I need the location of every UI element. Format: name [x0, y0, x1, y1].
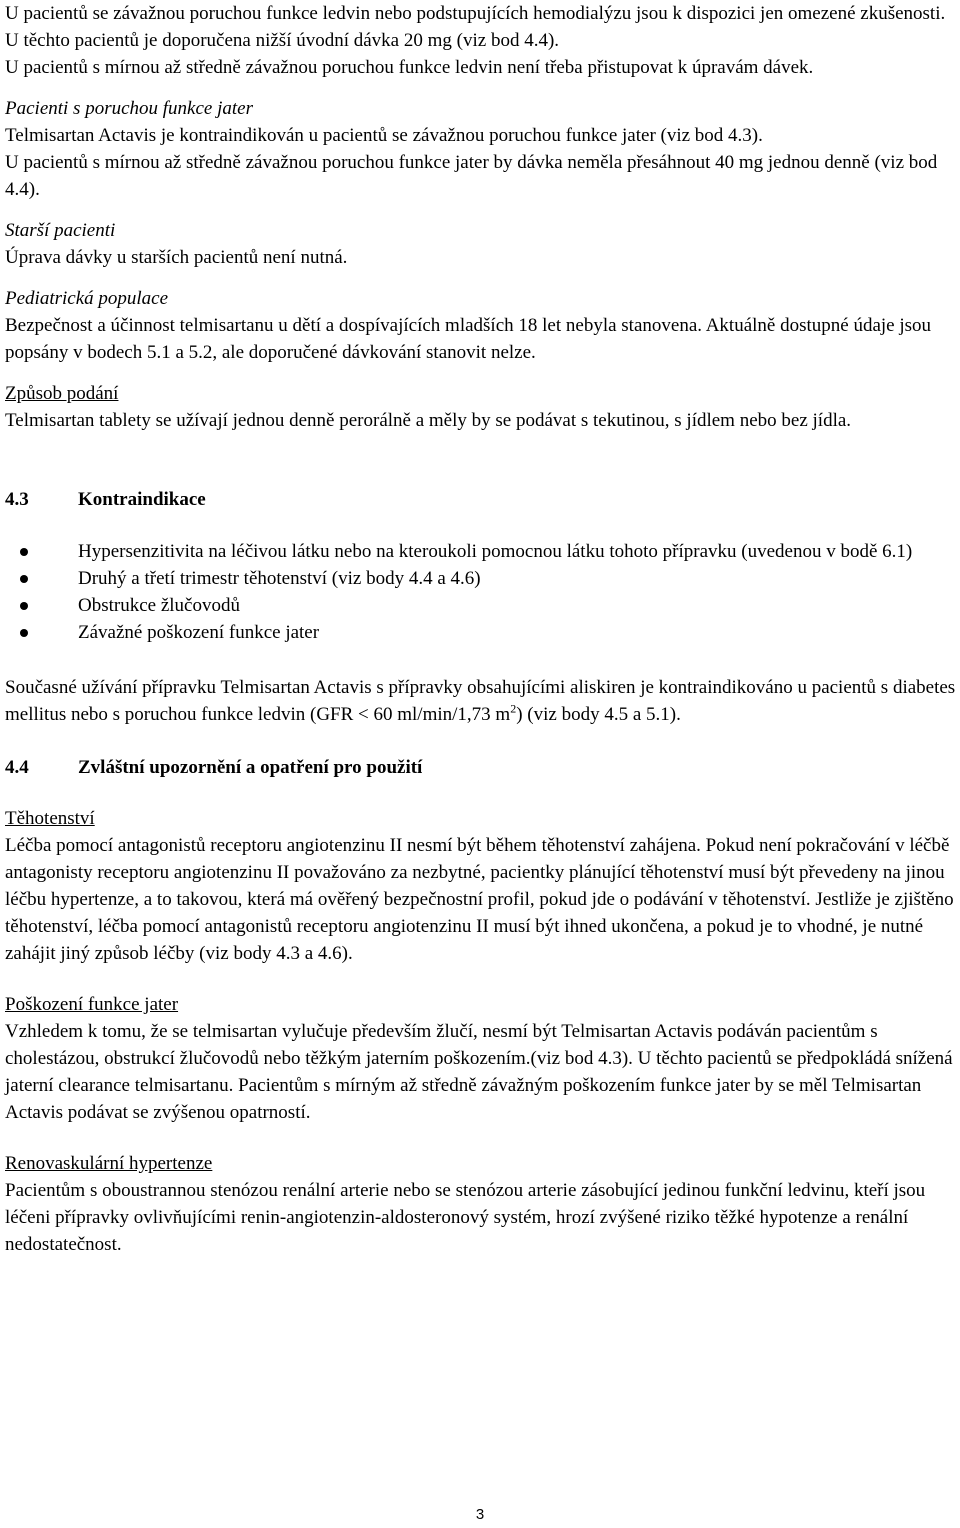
paragraph-renovascular: Pacientům s oboustrannou stenózou renální arterie nebo se stenózou arterie zásobující jedinou funkční ledvinu, kteří jsou léčeni přípravky ovlivňujícími renin-angiotenzin-aldosteronový systém, hrozí zvýšené riziko těžké hypotenze a renální nedostatečnost.	[5, 1180, 926, 1255]
paragraph-aliskiren	[5, 674, 957, 728]
contraindications-list	[5, 538, 957, 646]
subheading-pregnancy: Těhotenství	[5, 808, 95, 829]
list-item-text: Hypersenzitivita na léčivou látku nebo na kteroukoli pomocnou látku tohoto přípravku (uvedenou v bodě 6.1)	[78, 541, 913, 562]
bullet-icon	[20, 602, 28, 610]
paragraph-pregnancy: Léčba pomocí antagonistů receptoru angiotenzinu II nesmí být během těhotenství zahájena. Pokud není pokračování v léčbě antagonisty receptoru angiotenzinu II považováno za nezbytné, pacientky plánující těhotenství musí být převedeny na jinou léčbu hypertenze, a to takovou, která má ověřený bezpečnostní profil, pokud jde o podávání v těhotenství. Jestliže je zjištěno těhotenství, léčba pomocí antagonistů receptoru angiotenzinu II musí být ihned ukončena, a pokud je to vhodné, je nutné zahájit jiný způsob léčby (viz body 4.3 a 4.6).	[5, 835, 954, 964]
list-item	[5, 565, 957, 592]
list-item-text: Druhý a třetí trimestr těhotenství (viz body 4.4 a 4.6)	[78, 568, 481, 589]
subheading-liver-damage: Poškození funkce jater	[5, 994, 179, 1015]
section-number: 4.4	[5, 757, 29, 778]
section-heading-4-3	[5, 486, 957, 513]
bullet-icon	[20, 629, 28, 637]
paragraph-elderly: Úprava dávky u starších pacientů není nutná.	[5, 247, 348, 268]
paragraph-renal-severe: U pacientů se závažnou poruchou funkce ledvin nebo podstupujících hemodialýzu jsou k dispozici jen omezené zkušenosti. U těchto pacientů je doporučena nižší úvodní dávka 20 mg (viz bod 4.4).	[5, 3, 946, 51]
list-item	[5, 619, 957, 646]
paragraph-renal-mild: U pacientů s mírnou až středně závažnou poruchou funkce ledvin není třeba přistupovat k úpravám dávek.	[5, 57, 814, 78]
subheading-liver-patients: Pacienti s poruchou funkce jater	[5, 98, 253, 119]
subheading-administration: Způsob podání	[5, 383, 119, 404]
page-number: 3	[475, 1506, 485, 1523]
list-item	[5, 592, 957, 619]
paragraph-pediatric: Bezpečnost a účinnost telmisartanu u dětí a dospívajících mladších 18 let nebyla stanovena. Aktuálně dostupné údaje jsou popsány v bodech 5.1 a 5.2, ale doporučené dávkování stanovit nelze.	[5, 315, 932, 363]
bullet-icon	[20, 548, 28, 556]
list-item-text: Závažné poškození funkce jater	[78, 622, 320, 643]
aliskiren-text-main: Současné užívání přípravku Telmisartan Actavis s přípravky obsahujícími aliskiren je kontraindikováno u pacientů s diabetes mellitus nebo s poruchou funkce ledvin (GFR < 60 ml/min/1,73 m	[5, 677, 956, 725]
aliskiren-text-end: ) (viz body 4.5 a 5.1).	[516, 704, 681, 725]
paragraph-liver-damage: Vzhledem k tomu, že se telmisartan vylučuje především žlučí, nesmí být Telmisartan Actavis podáván pacientům s cholestázou, obstrukcí žlučovodů nebo těžkým jaterním poškozením.(viz bod 4.3). U těchto pacientů se předpokládá snížená jaterní clearance telmisartanu. Pacientům s mírným až středně závažným poškozením funkce jater by se měl Telmisartan Actavis podávat se zvýšenou opatrností.	[5, 1021, 953, 1123]
subheading-renovascular: Renovaskulární hypertenze	[5, 1153, 213, 1174]
section-number: 4.3	[5, 489, 29, 510]
document-page	[5, 0, 957, 1258]
superscript-2: 2	[510, 701, 517, 716]
section-title: Zvláštní upozornění a opatření pro použití	[78, 757, 423, 778]
list-item	[5, 538, 957, 565]
list-item-text: Obstrukce žlučovodů	[78, 595, 240, 616]
paragraph-liver-contraindicated: Telmisartan Actavis je kontraindikován u pacientů se závažnou poruchou funkce jater (viz bod 4.3).	[5, 125, 763, 146]
paragraph-liver-dose: U pacientů s mírnou až středně závažnou poruchou funkce jater by dávka neměla přesáhnout 40 mg jednou denně (viz bod 4.4).	[5, 152, 938, 200]
section-title: Kontraindikace	[78, 489, 206, 510]
subheading-elderly: Starší pacienti	[5, 220, 116, 241]
subheading-pediatric: Pediatrická populace	[5, 288, 169, 309]
section-heading-4-4	[5, 754, 957, 781]
bullet-icon	[20, 575, 28, 583]
paragraph-administration: Telmisartan tablety se užívají jednou denně perorálně a měly by se podávat s tekutinou, s jídlem nebo bez jídla.	[5, 410, 852, 431]
